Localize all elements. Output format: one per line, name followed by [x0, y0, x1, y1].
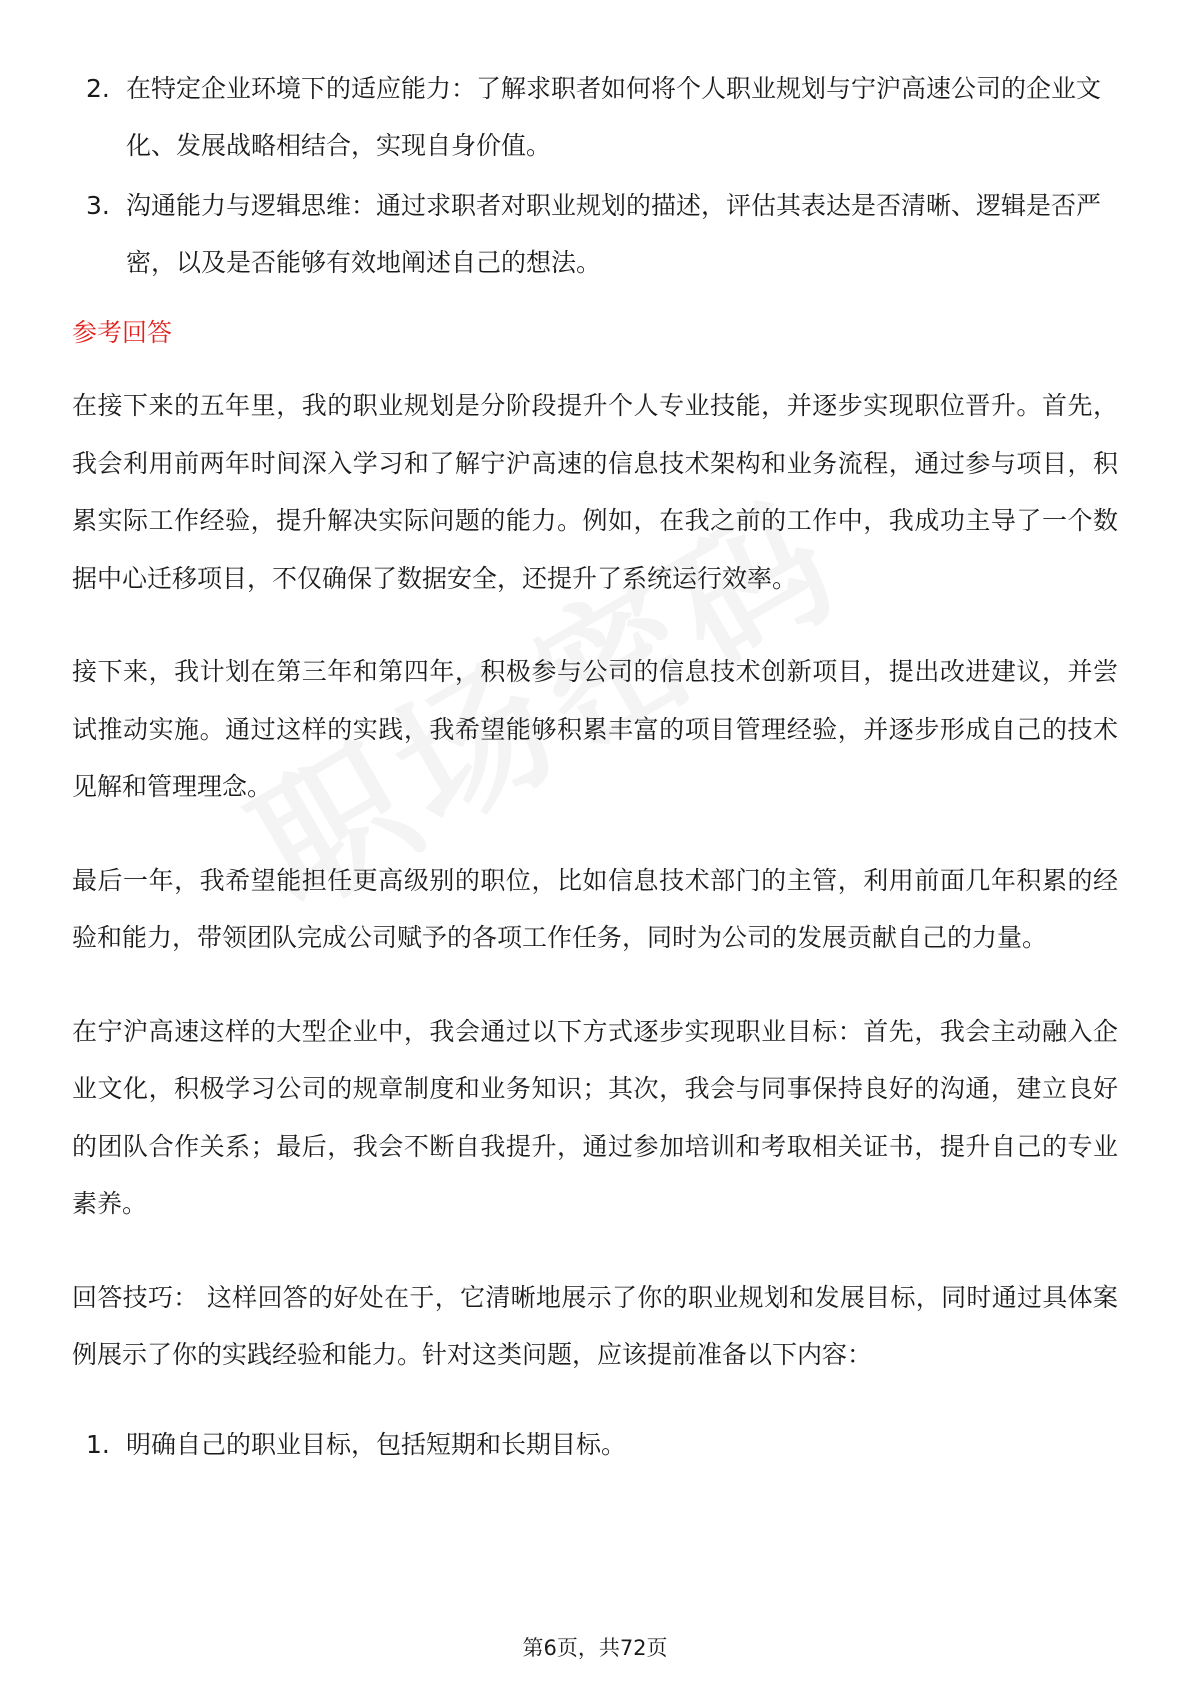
section-title: 参考回答 — [72, 318, 173, 347]
list-item-text: 沟通能力与逻辑思维：通过求职者对职业规划的描述，评估其表达是否清晰、逻辑是否严密，以及是否能够有效地阐述自己的想法。 — [126, 191, 1102, 277]
answer-tip: 回答技巧： 这样回答的好处在于，它清晰地展示了你的职业规划和发展目标，同时通过具体案例展示了你的实践经验和能力。针对这类问题，应该提前准备以下内容： — [72, 1282, 1118, 1369]
answer-paragraph: 在宁沪高速这样的大型企业中，我会通过以下方式逐步实现职业目标：首先，我会主动融入企业文化，积极学习公司的规章制度和业务知识；其次，我会与同事保持良好的沟通，建立良好的团队合作关系；最后，我会不断自我提升，通过参加培训和考取相关证书，提升自己的专业素养。 — [72, 1016, 1118, 1218]
list-item-number: 1. — [86, 1429, 110, 1459]
preparation-list — [72, 1416, 1118, 1473]
page-content — [72, 60, 1118, 1476]
criteria-list — [72, 60, 1118, 291]
list-item — [72, 1416, 1118, 1473]
answer-paragraph: 在接下来的五年里，我的职业规划是分阶段提升个人专业技能，并逐步实现职位晋升。首先，我会利用前两年时间深入学习和了解宁沪高速的信息技术架构和业务流程，通过参与项目，积累实际工作经验，提升解决实际问题的能力。例如，在我之前的工作中，我成功主导了一个数据中心迁移项目，不仅确保了数据安全，还提升了系统运行效率。 — [72, 391, 1118, 593]
answer-paragraph: 接下来，我计划在第三年和第四年，积极参与公司的信息技术创新项目，提出改进建议，并尝试推动实施。通过这样的实践，我希望能够积累丰富的项目管理经验，并逐步形成自己的技术见解和管理理念。 — [72, 657, 1118, 801]
list-item — [72, 60, 1118, 174]
answer-paragraph: 最后一年，我希望能担任更高级别的职位，比如信息技术部门的主管，利用前面几年积累的经验和能力，带领团队完成公司赋予的各项工作任务，同时为公司的发展贡献自己的力量。 — [72, 865, 1118, 952]
page-number: 第6页，共72页 — [522, 1636, 668, 1660]
list-item-number: 3. — [86, 191, 110, 220]
list-item — [72, 177, 1118, 291]
list-item-number: 2. — [86, 74, 110, 103]
list-item-text: 明确自己的职业目标，包括短期和长期目标。 — [126, 1429, 627, 1459]
list-item-text: 在特定企业环境下的适应能力：了解求职者如何将个人职业规划与宁沪高速公司的企业文化、发展战略相结合，实现自身价值。 — [126, 74, 1102, 160]
